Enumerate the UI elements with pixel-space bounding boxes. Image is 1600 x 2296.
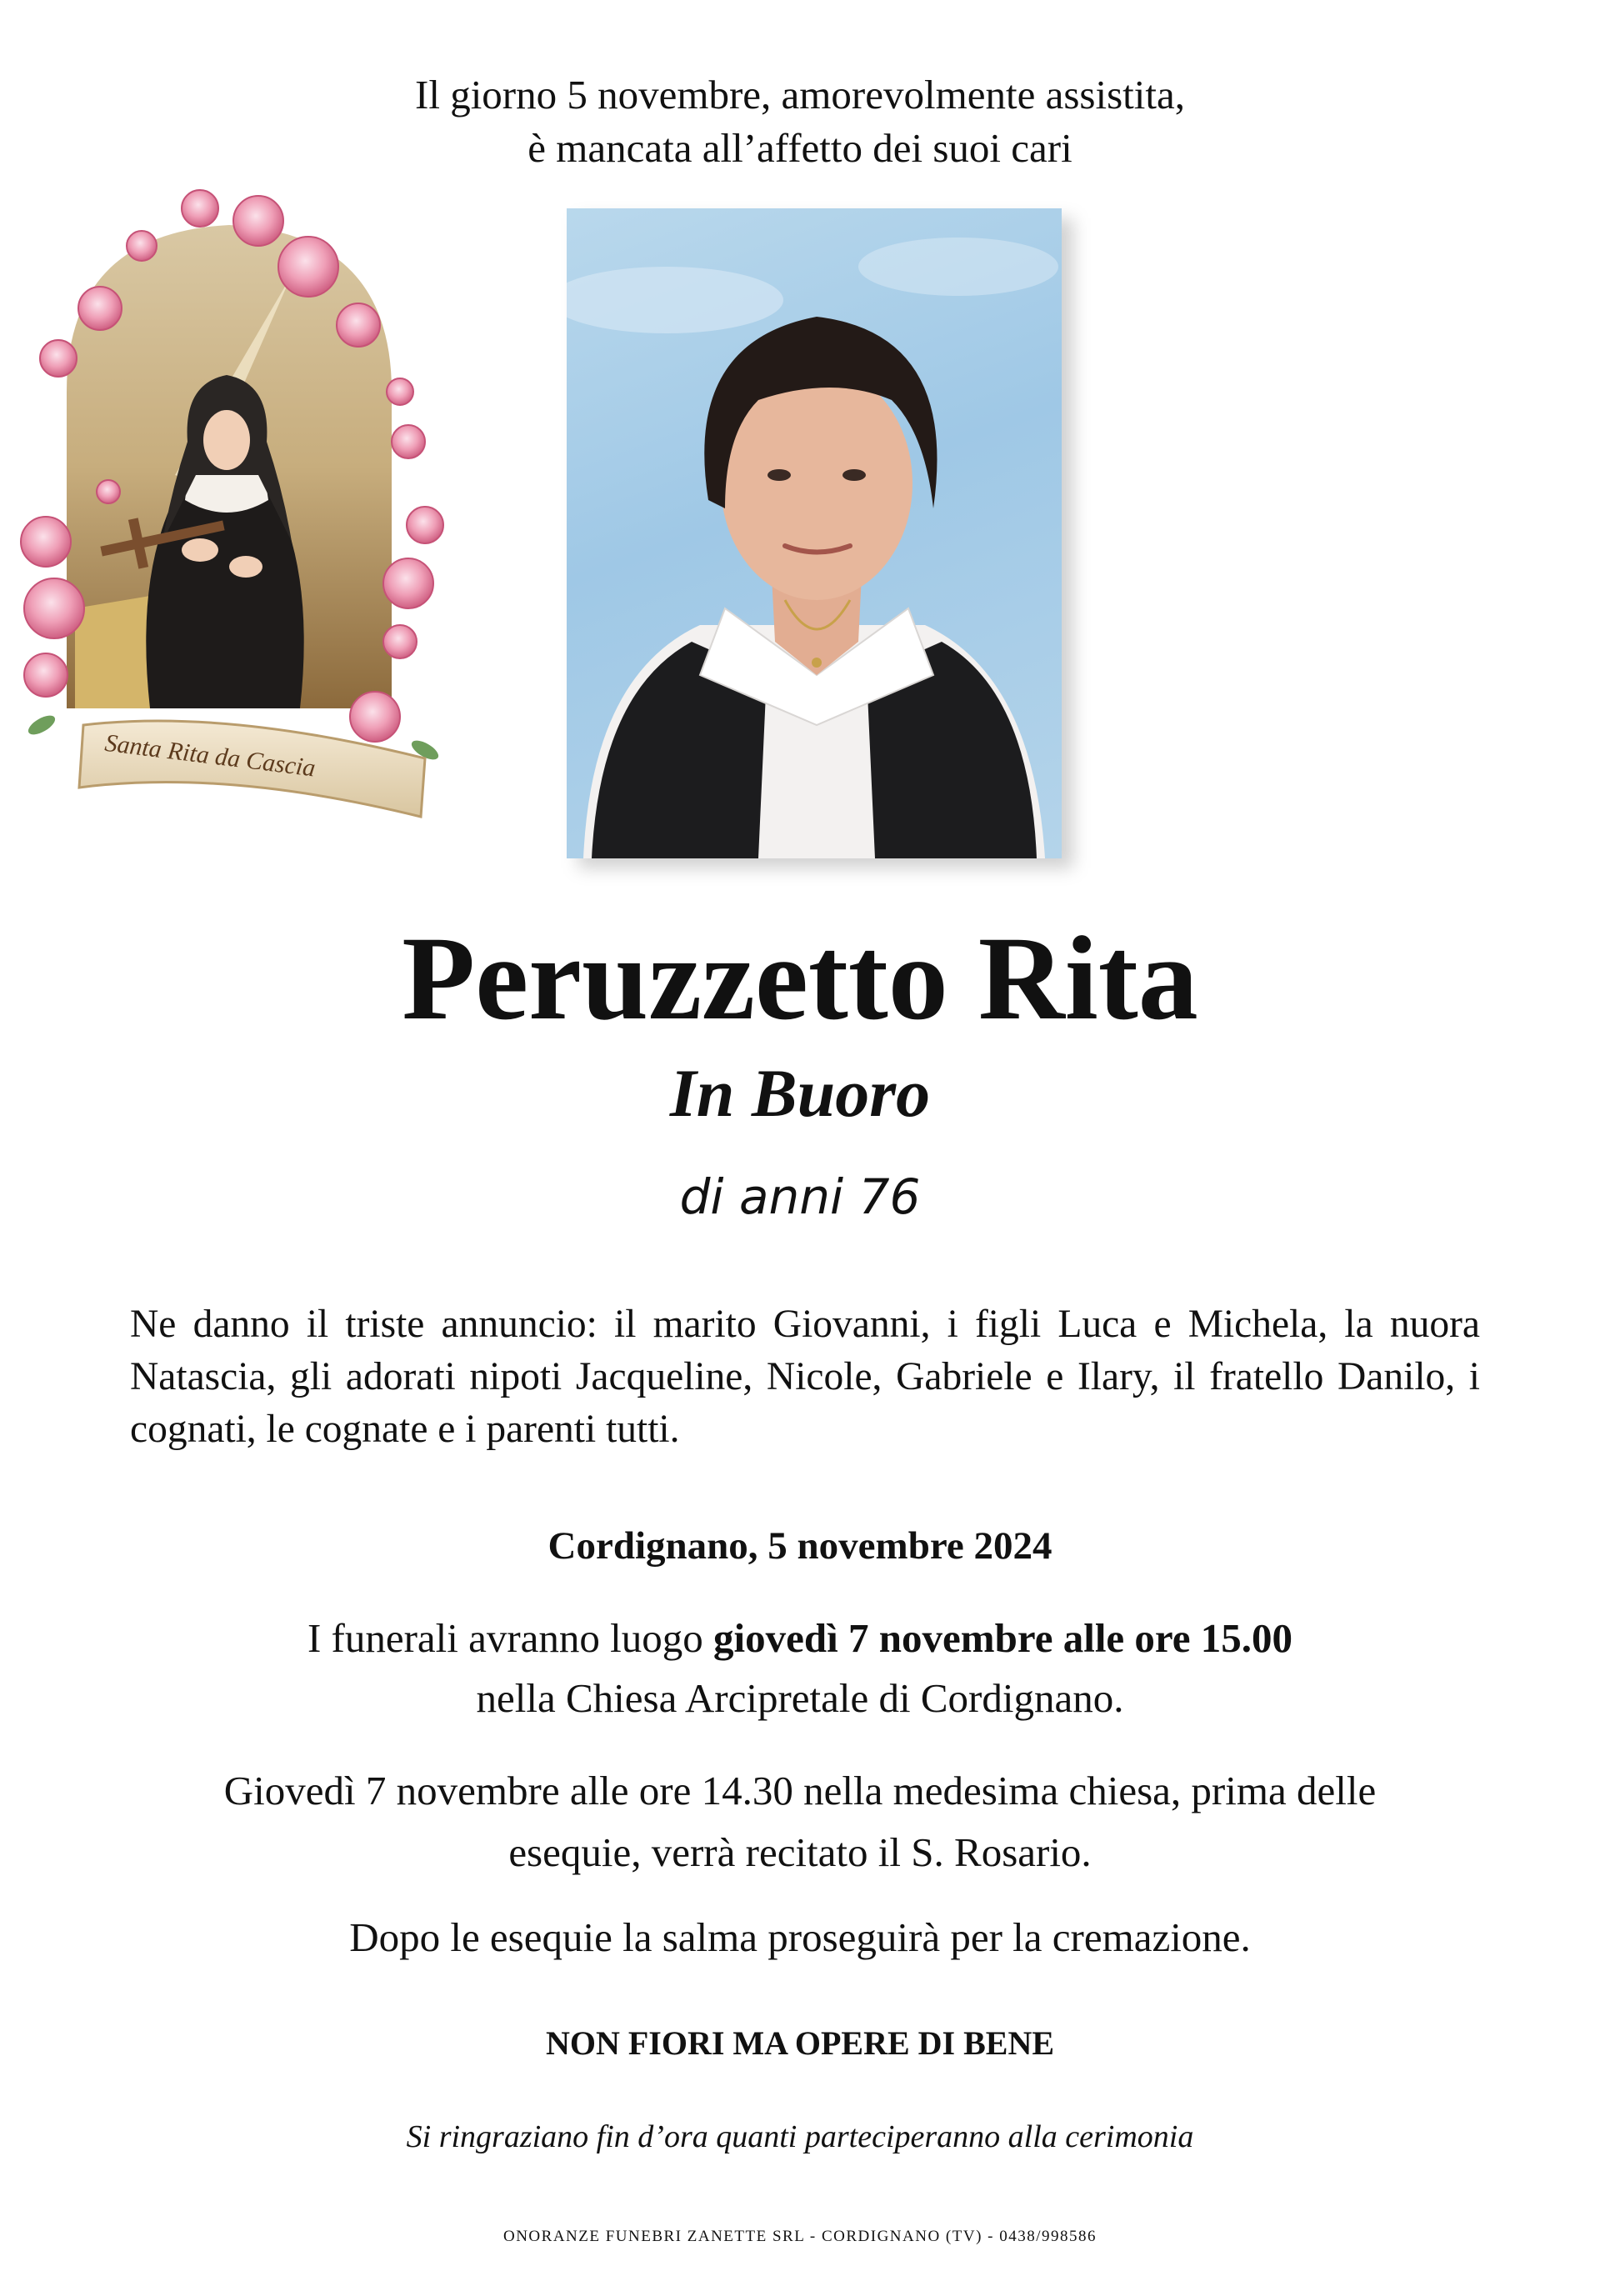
announcement-paragraph: Ne danno il triste annuncio: il marito Giovanni, i figli Luca e Michela, la nuora Natascia, gli adorati nipoti Jacqueline, Nicole, Gabriele e Ilary, il fratello Danilo, i cognati, le cognate e i parenti tutti. <box>130 1303 1480 1451</box>
intro-line-1: Il giorno 5 novembre, amorevolmente assistita, <box>415 72 1185 118</box>
deceased-name: Peruzzetto Rita <box>402 913 1198 1045</box>
married-name: In Buoro <box>669 1055 931 1131</box>
funeral-date-time: giovedì 7 novembre alle ore 15.00 <box>713 1615 1293 1661</box>
rosary-line-2: esequie, verrà recitato il S. Rosario. <box>508 1829 1092 1875</box>
funeral-line-1 <box>0 1608 1600 1668</box>
portrait-photo <box>567 208 1062 858</box>
age: di anni 76 <box>679 1168 921 1225</box>
no-flowers-note: NON FIORI MA OPERE DI BENE <box>545 2024 1055 2062</box>
intro-text <box>0 68 1600 175</box>
funeral-prefix: I funerali avranno luogo <box>307 1615 714 1661</box>
funeral-home-footer: ONORANZE FUNEBRI ZANETTE SRL - CORDIGNANO (TV) - 0438/998586 <box>502 2228 1098 2245</box>
cremation-note: Dopo le esequie la salma proseguirà per la cremazione. <box>349 1914 1251 1960</box>
intro-line-2: è mancata all’affetto dei suoi cari <box>528 125 1072 171</box>
place-date: Cordignano, 5 novembre 2024 <box>548 1524 1052 1568</box>
portrait-image <box>567 208 1062 858</box>
funeral-location: nella Chiesa Arcipretale di Cordignano. <box>476 1675 1124 1721</box>
saint-rita-holy-card <box>8 175 450 833</box>
rosary-info <box>0 1760 1600 1883</box>
saint-rita-image <box>8 175 450 833</box>
thanks-note: Si ringraziano fin d’ora quanti parteciperanno alla cerimonia <box>406 2119 1194 2154</box>
funeral-info <box>0 1608 1600 1728</box>
saint-card-caption: Santa Rita da Cascia <box>102 728 318 783</box>
rosary-line-1: Giovedì 7 novembre alle ore 14.30 nella medesima chiesa, prima delle <box>223 1768 1377 1813</box>
